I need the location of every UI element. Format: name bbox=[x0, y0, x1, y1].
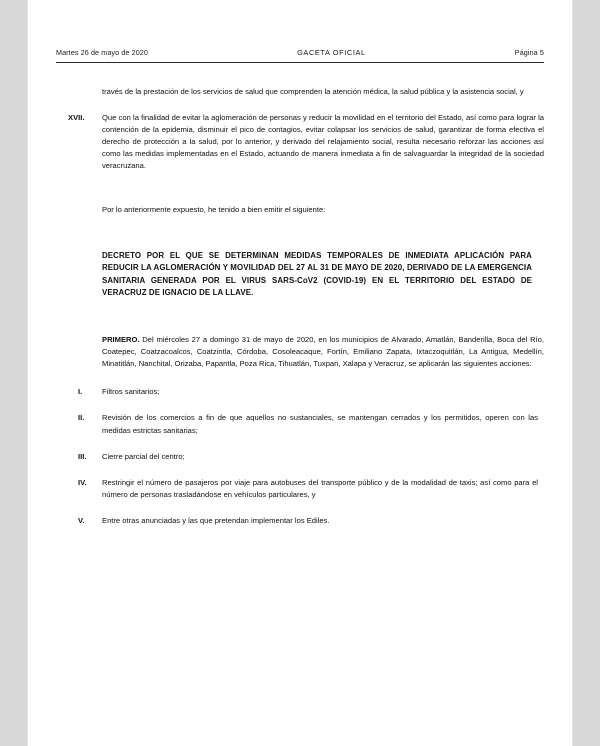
spacer bbox=[56, 320, 544, 334]
spacer bbox=[56, 184, 544, 204]
list-item-text: Filtros sanitarios; bbox=[102, 387, 160, 397]
list-item bbox=[56, 386, 544, 398]
running-head bbox=[56, 48, 544, 57]
clause-xvii bbox=[56, 112, 544, 172]
list-item-text: Entre otras anunciadas y las que pretendan implementar los Ediles. bbox=[102, 515, 330, 525]
clause-xvii-numeral: XVII. bbox=[68, 113, 85, 123]
preamble-paragraph: Por lo anteriormente expuesto, he tenido a bien emitir el siguiente: bbox=[102, 204, 326, 214]
list-item-numeral: V. bbox=[78, 515, 85, 525]
list-item-numeral: III. bbox=[78, 451, 87, 461]
list-item bbox=[56, 515, 544, 527]
spacer bbox=[56, 98, 544, 112]
list-item-text: Revisión de los comercios a fin de que aquellos no sustanciales, se mantengan cerrados y los permitidos, operen con las medidas estrictas sanitarias; bbox=[102, 413, 538, 435]
article-primero bbox=[56, 334, 544, 370]
list-item bbox=[56, 477, 544, 501]
page-inner bbox=[28, 0, 572, 746]
document-body bbox=[56, 86, 544, 541]
list-item-text: Cierre parcial del centro; bbox=[102, 451, 185, 461]
list-item bbox=[56, 412, 544, 436]
running-head-title: GACETA OFICIAL bbox=[297, 48, 366, 57]
decree-title: DECRETO POR EL QUE SE DETERMINAN MEDIDAS TEMPORALES DE INMEDIATA APLICACIÓN PARA REDUCIR LA AGLOMERACIÓN Y MOVILIDAD DEL 27 AL 31 DE MAYO DE 2020, DERIVADO DE LA EMERGENCIA SANITARIA GENERADA POR EL VIRUS SARS-CoV2 (COVID-19) EN EL TERRITORIO DEL ESTADO DE VERACRUZ DE IGNACIO DE LA LLAVE. bbox=[102, 250, 532, 298]
spacer bbox=[56, 300, 544, 320]
article-primero-text: Del miércoles 27 a domingo 31 de mayo de 2020, en los municipios de Alvarado, Amatlán, Banderilla, Boca del Río, Coatepec, Coatzacoalcos, Coatzintla, Córdoba, Cosoleacaque, Fortín, Emiliano Zapata, Ixtaczoquitlán, La Antigua, Medellín, Minatitlán, Nanchital, Orizaba, Papantla, Poza Rica, Tihuatlán, Tuxpan, Xalapa y Veracruz, se aplicarán las siguientes acciones: bbox=[102, 335, 544, 369]
clause-xvii-text: Que con la finalidad de evitar la aglomeración de personas y reducir la movilidad en el territorio del Estado, así como para lograr la contención de la epidemia, disminuir el pico de contagios, evitar colapsar los servicios de salud, garantizar de forma efectiva el derecho de protección a la salud, por lo anterior, y derivado del relajamiento social, resulta necesario reforzar las acciones así como las medidas implementadas en el Estado, actuando de manera inmediata a fin de salvaguardar la integridad de la sociedad veracruzana. bbox=[102, 113, 544, 171]
continuation-paragraph: través de la prestación de los servicios de salud que comprenden la atención médica, la salud pública y la asistencia social, y bbox=[102, 87, 524, 96]
list-item-numeral: II. bbox=[78, 413, 85, 423]
list-item-numeral: I. bbox=[78, 387, 83, 397]
list-item bbox=[56, 451, 544, 463]
list-item-text: Restringir el número de pasajeros por viaje para autobuses del transporte público y de la modalidad de taxis; así como para el número de personas trasladándose en vehículos particulares, y bbox=[102, 477, 538, 499]
list-item-numeral: IV. bbox=[78, 477, 87, 487]
running-head-date: Martes 26 de mayo de 2020 bbox=[56, 48, 148, 57]
header-divider bbox=[56, 62, 544, 63]
document-page bbox=[28, 0, 572, 746]
article-primero-label: PRIMERO. bbox=[102, 335, 140, 345]
actions-list bbox=[56, 386, 544, 527]
spacer bbox=[56, 236, 544, 250]
running-head-page: Página 5 bbox=[514, 48, 544, 57]
spacer bbox=[56, 216, 544, 236]
